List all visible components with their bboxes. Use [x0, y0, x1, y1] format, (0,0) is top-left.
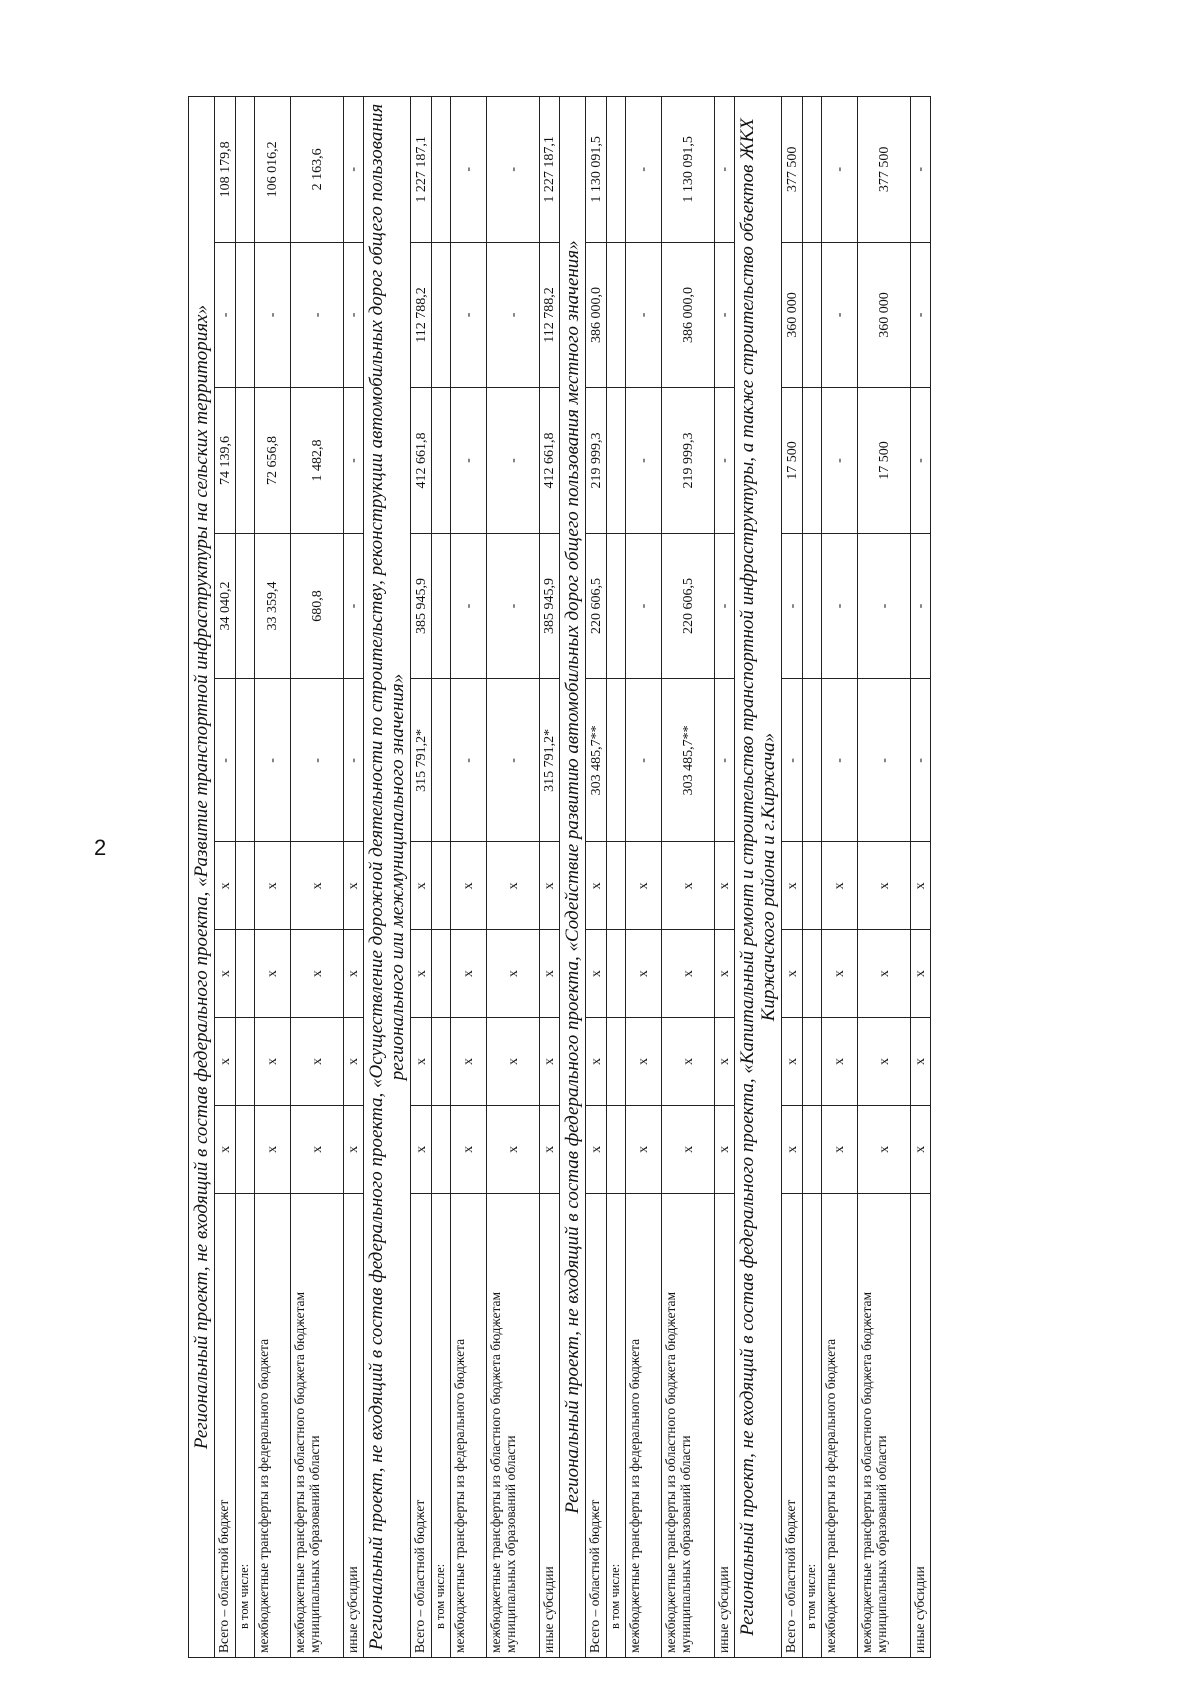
row-label: Всего – областной бюджет	[586, 1193, 607, 1657]
value-cell: 72 656,8	[255, 388, 291, 534]
value-cell: 377 500	[782, 97, 803, 243]
value-cell: 34 040,2	[215, 533, 236, 679]
value-cell	[236, 842, 255, 930]
value-cell	[236, 242, 255, 388]
section-title: Региональный проект, не входящий в состав федерального проекта, «Содействие развитию автомобильных дорог общего пользования местного значения»	[560, 97, 586, 1658]
row-label: межбюджетные трансферты из федерального бюджета	[822, 1193, 858, 1657]
value-cell	[607, 97, 626, 243]
section-title-row	[735, 97, 782, 1658]
value-cell: х	[255, 1105, 291, 1193]
value-cell: -	[822, 533, 858, 679]
value-cell: 1 227 187,1	[540, 97, 560, 243]
row-label: иные субсидии	[540, 1193, 560, 1657]
section-title: Региональный проект, не входящий в состав федерального проекта, «Осуществление дорожной деятельности по строительству, реконструкции автомобильных дорог общего пользования регионального или межмуниципального значения»	[364, 97, 411, 1658]
subheader-row	[236, 97, 255, 1658]
total-row	[782, 97, 803, 1658]
value-cell: 303 485,7**	[586, 679, 607, 842]
value-cell: 360 000	[782, 242, 803, 388]
row-label: иные субсидии	[715, 1193, 735, 1657]
value-cell: х	[822, 930, 858, 1018]
value-cell	[803, 679, 822, 842]
row-label: в том числе:	[236, 1193, 255, 1657]
value-cell: -	[215, 679, 236, 842]
other-subsidies-row	[715, 97, 735, 1658]
value-cell: х	[911, 1018, 931, 1106]
value-cell: -	[215, 242, 236, 388]
row-label: межбюджетные трансферты из федерального бюджета	[255, 1193, 291, 1657]
value-cell	[607, 679, 626, 842]
value-cell: х	[451, 930, 487, 1018]
value-cell: -	[822, 97, 858, 243]
value-cell: -	[344, 97, 364, 243]
total-row	[411, 97, 432, 1658]
value-cell: х	[255, 842, 291, 930]
regional-transfers-row	[662, 97, 715, 1658]
value-cell: х	[540, 1105, 560, 1193]
value-cell: 108 179,8	[215, 97, 236, 243]
value-cell	[607, 930, 626, 1018]
value-cell: х	[411, 842, 432, 930]
regional-transfers-row	[858, 97, 911, 1658]
value-cell: х	[540, 930, 560, 1018]
value-cell: 112 788,2	[540, 242, 560, 388]
value-cell: х	[782, 1018, 803, 1106]
value-cell	[607, 533, 626, 679]
value-cell	[803, 533, 822, 679]
regional-transfers-row	[291, 97, 344, 1658]
value-cell: 386 000,0	[662, 242, 715, 388]
value-cell: х	[487, 842, 540, 930]
value-cell: -	[344, 533, 364, 679]
value-cell	[803, 930, 822, 1018]
value-cell: -	[858, 679, 911, 842]
value-cell: -	[715, 242, 735, 388]
value-cell: 303 485,7**	[662, 679, 715, 842]
row-label: Всего – областной бюджет	[782, 1193, 803, 1657]
value-cell: -	[344, 388, 364, 534]
row-label: иные субсидии	[344, 1193, 364, 1657]
value-cell: 412 661,8	[540, 388, 560, 534]
value-cell	[236, 930, 255, 1018]
value-cell: 315 791,2*	[411, 679, 432, 842]
value-cell: -	[911, 242, 931, 388]
value-cell: 2 163,6	[291, 97, 344, 243]
value-cell: х	[215, 930, 236, 1018]
row-label: межбюджетные трансферты из областного бюджета бюджетам муниципальных образований области	[487, 1193, 540, 1657]
value-cell: -	[911, 679, 931, 842]
value-cell: 220 606,5	[586, 533, 607, 679]
value-cell: -	[858, 533, 911, 679]
value-cell: 219 999,3	[662, 388, 715, 534]
value-cell: -	[715, 388, 735, 534]
section-title-row	[364, 97, 411, 1658]
value-cell	[236, 679, 255, 842]
value-cell: х	[715, 930, 735, 1018]
value-cell: -	[782, 533, 803, 679]
value-cell	[803, 97, 822, 243]
value-cell: -	[822, 242, 858, 388]
value-cell: х	[782, 1105, 803, 1193]
value-cell: -	[782, 679, 803, 842]
value-cell: 412 661,8	[411, 388, 432, 534]
regional-transfers-row	[487, 97, 540, 1658]
value-cell: х	[411, 930, 432, 1018]
value-cell	[432, 930, 451, 1018]
value-cell: х	[662, 930, 715, 1018]
value-cell: х	[715, 842, 735, 930]
value-cell: х	[411, 1018, 432, 1106]
value-cell: 385 945,9	[540, 533, 560, 679]
value-cell: х	[215, 1018, 236, 1106]
value-cell: 386 000,0	[586, 242, 607, 388]
value-cell	[236, 97, 255, 243]
value-cell: -	[822, 679, 858, 842]
value-cell: 680,8	[291, 533, 344, 679]
value-cell: 385 945,9	[411, 533, 432, 679]
value-cell: -	[344, 242, 364, 388]
other-subsidies-row	[344, 97, 364, 1658]
value-cell: х	[291, 1105, 344, 1193]
page-number: 2	[94, 835, 107, 860]
value-cell	[803, 1018, 822, 1106]
value-cell: х	[215, 1105, 236, 1193]
value-cell	[607, 1105, 626, 1193]
value-cell	[432, 97, 451, 243]
value-cell: -	[451, 388, 487, 534]
value-cell: х	[626, 1105, 662, 1193]
value-cell	[607, 842, 626, 930]
value-cell	[432, 679, 451, 842]
value-cell: 377 500	[858, 97, 911, 243]
value-cell: -	[487, 242, 540, 388]
row-label: межбюджетные трансферты из областного бюджета бюджетам муниципальных образований области	[858, 1193, 911, 1657]
section-title: Региональный проект, не входящий в состав федерального проекта, «Капитальный ремонт и строительство транспортной инфраструктуры, а также строительство объектов ЖКХ Киржачского района и г.Киржача»	[735, 97, 782, 1658]
value-cell: х	[822, 1105, 858, 1193]
value-cell: х	[255, 930, 291, 1018]
value-cell: х	[858, 842, 911, 930]
value-cell: х	[626, 842, 662, 930]
subheader-row	[607, 97, 626, 1658]
value-cell: х	[782, 842, 803, 930]
value-cell	[236, 388, 255, 534]
budget-table-rotated	[188, 96, 1116, 1658]
value-cell: х	[858, 930, 911, 1018]
value-cell: -	[626, 388, 662, 534]
value-cell: 106 016,2	[255, 97, 291, 243]
value-cell: -	[451, 679, 487, 842]
value-cell: -	[291, 679, 344, 842]
subheader-row	[803, 97, 822, 1658]
value-cell	[432, 1105, 451, 1193]
value-cell	[803, 1105, 822, 1193]
value-cell: х	[662, 1018, 715, 1106]
value-cell: х	[487, 1105, 540, 1193]
value-cell: -	[911, 533, 931, 679]
value-cell	[236, 533, 255, 679]
value-cell: -	[255, 242, 291, 388]
section-title-row	[560, 97, 586, 1658]
value-cell: х	[291, 842, 344, 930]
subheader-row	[432, 97, 451, 1658]
value-cell: -	[911, 388, 931, 534]
row-label: межбюджетные трансферты из федерального бюджета	[451, 1193, 487, 1657]
value-cell: -	[626, 242, 662, 388]
total-row	[215, 97, 236, 1658]
value-cell	[432, 842, 451, 930]
value-cell: х	[255, 1018, 291, 1106]
value-cell: х	[344, 842, 364, 930]
value-cell: -	[451, 242, 487, 388]
value-cell: 219 999,3	[586, 388, 607, 534]
federal-transfers-row	[822, 97, 858, 1658]
table-body	[189, 97, 931, 1658]
value-cell	[236, 1018, 255, 1106]
section-title-row	[189, 97, 215, 1658]
value-cell: х	[344, 1105, 364, 1193]
value-cell: х	[451, 1018, 487, 1106]
value-cell: х	[662, 842, 715, 930]
value-cell: х	[540, 1018, 560, 1106]
value-cell: х	[540, 842, 560, 930]
value-cell: х	[291, 1018, 344, 1106]
value-cell	[432, 388, 451, 534]
value-cell: х	[715, 1105, 735, 1193]
value-cell: -	[911, 97, 931, 243]
row-label: межбюджетные трансферты из областного бюджета бюджетам муниципальных образований области	[662, 1193, 715, 1657]
value-cell: 1 227 187,1	[411, 97, 432, 243]
value-cell: 33 359,4	[255, 533, 291, 679]
value-cell: -	[291, 242, 344, 388]
value-cell	[432, 1018, 451, 1106]
value-cell: 1 482,8	[291, 388, 344, 534]
value-cell: х	[911, 930, 931, 1018]
value-cell: х	[911, 842, 931, 930]
value-cell: 112 788,2	[411, 242, 432, 388]
value-cell: 220 606,5	[662, 533, 715, 679]
section-title: Региональный проект, не входящий в состав федерального проекта, «Развитие транспортной инфраструктуры на сельских территориях»	[189, 97, 215, 1658]
value-cell	[236, 1105, 255, 1193]
federal-transfers-row	[255, 97, 291, 1658]
value-cell: -	[487, 388, 540, 534]
value-cell: 1 130 091,5	[586, 97, 607, 243]
value-cell: -	[715, 97, 735, 243]
federal-transfers-row	[626, 97, 662, 1658]
value-cell: х	[822, 1018, 858, 1106]
value-cell: 360 000	[858, 242, 911, 388]
value-cell: 17 500	[782, 388, 803, 534]
value-cell	[607, 1018, 626, 1106]
value-cell: -	[626, 97, 662, 243]
value-cell: х	[626, 1018, 662, 1106]
value-cell: х	[822, 842, 858, 930]
value-cell: х	[344, 1018, 364, 1106]
value-cell	[803, 842, 822, 930]
row-label: межбюджетные трансферты из областного бюджета бюджетам муниципальных образований области	[291, 1193, 344, 1657]
value-cell: -	[451, 533, 487, 679]
row-label: межбюджетные трансферты из федерального бюджета	[626, 1193, 662, 1657]
value-cell: -	[626, 533, 662, 679]
row-label: Всего – областной бюджет	[411, 1193, 432, 1657]
value-cell	[803, 242, 822, 388]
value-cell	[432, 242, 451, 388]
value-cell: х	[451, 1105, 487, 1193]
value-cell: х	[662, 1105, 715, 1193]
row-label: в том числе:	[432, 1193, 451, 1657]
value-cell: -	[255, 679, 291, 842]
value-cell: -	[487, 533, 540, 679]
value-cell: х	[715, 1018, 735, 1106]
total-row	[586, 97, 607, 1658]
value-cell: х	[782, 930, 803, 1018]
value-cell: 315 791,2*	[540, 679, 560, 842]
row-label: иные субсидии	[911, 1193, 931, 1657]
value-cell: -	[487, 97, 540, 243]
value-cell: 17 500	[858, 388, 911, 534]
value-cell: х	[291, 930, 344, 1018]
value-cell	[803, 388, 822, 534]
value-cell: 1 130 091,5	[662, 97, 715, 243]
value-cell: х	[411, 1105, 432, 1193]
value-cell	[607, 242, 626, 388]
value-cell: -	[487, 679, 540, 842]
row-label: Всего – областной бюджет	[215, 1193, 236, 1657]
value-cell: 74 139,6	[215, 388, 236, 534]
value-cell: -	[715, 679, 735, 842]
value-cell: х	[858, 1105, 911, 1193]
value-cell: х	[626, 930, 662, 1018]
value-cell	[432, 533, 451, 679]
value-cell: х	[487, 930, 540, 1018]
value-cell: -	[626, 679, 662, 842]
other-subsidies-row	[540, 97, 560, 1658]
value-cell: -	[715, 533, 735, 679]
value-cell: -	[451, 97, 487, 243]
federal-transfers-row	[451, 97, 487, 1658]
value-cell: х	[586, 930, 607, 1018]
value-cell: х	[344, 930, 364, 1018]
value-cell: х	[451, 842, 487, 930]
row-label: в том числе:	[803, 1193, 822, 1657]
value-cell: х	[586, 1105, 607, 1193]
value-cell: х	[586, 842, 607, 930]
value-cell: -	[822, 388, 858, 534]
value-cell: х	[911, 1105, 931, 1193]
value-cell: х	[858, 1018, 911, 1106]
value-cell: х	[586, 1018, 607, 1106]
value-cell	[607, 388, 626, 534]
budget-table	[188, 96, 931, 1658]
value-cell: х	[487, 1018, 540, 1106]
row-label: в том числе:	[607, 1193, 626, 1657]
value-cell: х	[215, 842, 236, 930]
value-cell: -	[344, 679, 364, 842]
other-subsidies-row	[911, 97, 931, 1658]
